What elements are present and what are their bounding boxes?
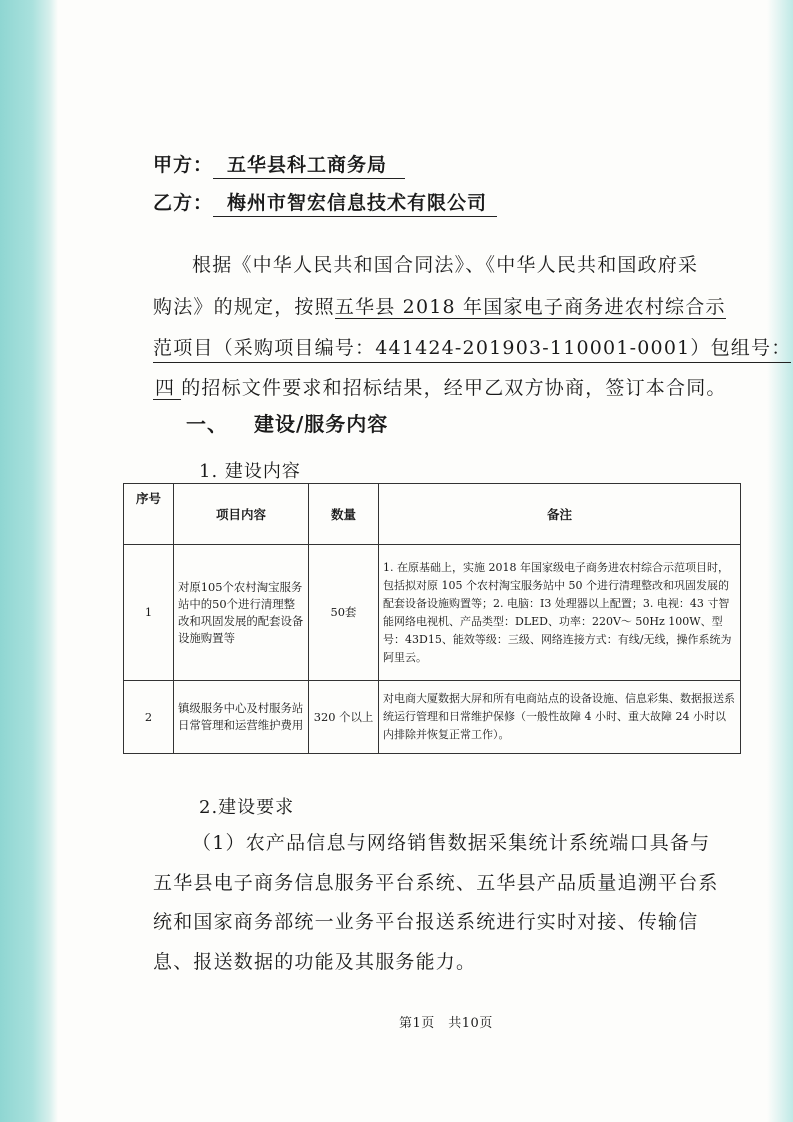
intro-line-2-a: 购法》的规定，按照 (153, 296, 335, 318)
party-b-value: 梅州市智宏信息技术有限公司 (213, 188, 497, 217)
col-header-seq: 序号 (124, 484, 174, 545)
party-a (153, 150, 405, 179)
requirement-line-3: 统和国家商务部统一业务平台报送系统进行实时对接、传输信 (153, 911, 699, 933)
page-footer: 第1页 共10页 (399, 1016, 493, 1031)
construction-content-table (123, 483, 741, 754)
intro-line-1: 根据《中华人民共和国合同法》、《中华人民共和国政府采 (192, 254, 699, 276)
row-content: 镇级服务中心及村服务站日常管理和运营维护费用 (174, 681, 309, 754)
row-no: 1 (124, 545, 174, 681)
section-heading (186, 408, 388, 437)
col-header-qty: 数量 (309, 484, 379, 545)
row-content: 对原105个农村淘宝服务站中的50个进行清理整改和巩固发展的配套设备设施购置等 (174, 545, 309, 681)
col-header-content: 项目内容 (174, 484, 309, 545)
package-number-underlined: 四 (153, 377, 181, 400)
party-b-label: 乙方： (153, 192, 214, 214)
subsection-heading-2: 2.建设要求 (199, 797, 295, 818)
project-name-underlined: 五华县 2018 年国家电子商务进农村综合示 (334, 296, 726, 318)
requirement-line-4: 息、报送数据的功能及其服务能力。 (153, 951, 477, 973)
row-qty: 320 个以上 (309, 681, 379, 754)
intro-line-4 (153, 374, 727, 402)
intro-line-4-b: 的招标文件要求和招标结果，经甲乙双方协商，签订本合同。 (181, 377, 727, 399)
party-a-value: 五华县科工商务局 (213, 150, 405, 179)
row-note: 1. 在原基础上，实施 2018 年国家级电子商务进农村综合示范项目时，包括拟对原 105 个农村淘宝服务站中 50 个进行清理整改和巩固发展的配套设备设施购置等；2. 电脑：I3 处理器以上配置；3. 电视：43 寸智能网络电视机、产品类型：DLED、功率：220V～ 50Hz 100W、型号：43D15、能效等级：三级、网络连接方式：有线/无线，操作系统为阿里云。 (379, 545, 741, 681)
row-note: 对电商大厦数据大屏和所有电商站点的设备设施、信息彩集、数据报送系统运行管理和日常维护保修（一般性故障 4 小时、重大故障 24 小时以内排除并恢复正常工作）。 (379, 681, 741, 754)
party-b (153, 188, 497, 217)
requirement-line-1: （1）农产品信息与网络销售数据采集统计系统端口具备与 (192, 832, 711, 854)
table-row (124, 545, 741, 681)
section-title: 建设/服务内容 (254, 412, 389, 436)
requirement-line-2: 五华县电子商务信息服务平台系统、五华县产品质量追溯平台系 (153, 872, 719, 894)
col-header-note: 备注 (379, 484, 741, 545)
table-header-row (124, 484, 741, 545)
subsection-heading-1: 1. 建设内容 (199, 461, 301, 482)
row-qty: 50套 (309, 545, 379, 681)
section-number: 一、 (186, 412, 228, 436)
intro-line-2 (153, 293, 726, 321)
row-no: 2 (124, 681, 174, 754)
intro-line-3: 范项目（采购项目编号：441424-201903-110001-0001）包组号： (153, 334, 791, 363)
table-row (124, 681, 741, 754)
party-a-label: 甲方： (153, 154, 214, 176)
